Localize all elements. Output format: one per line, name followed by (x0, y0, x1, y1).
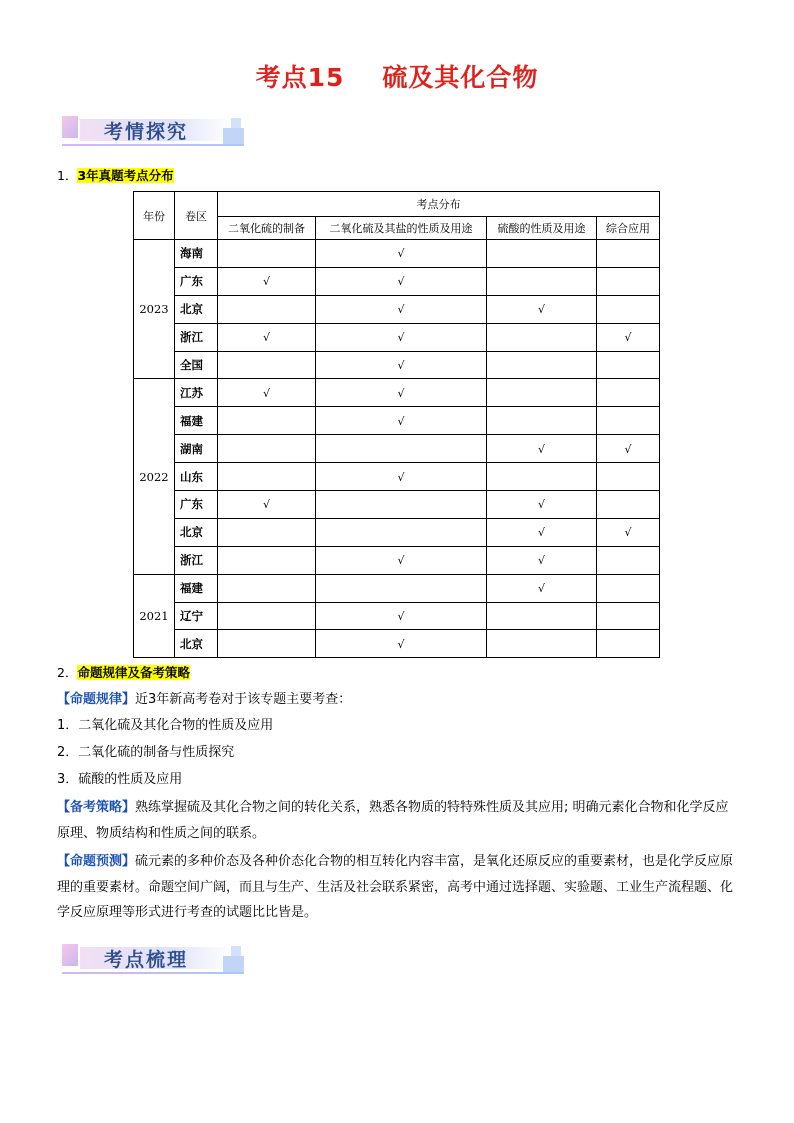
check-cell (487, 602, 597, 630)
zone-cell: 湖南 (175, 435, 218, 463)
year-cell: 2023 (134, 240, 175, 379)
check-cell (218, 267, 316, 295)
check-mark: √ (397, 610, 405, 624)
table-row (134, 546, 660, 574)
zone-cell: 北京 (175, 518, 218, 546)
check-cell (487, 295, 597, 323)
check-cell (218, 602, 316, 630)
check-cell (218, 379, 316, 407)
check-mark: √ (262, 498, 270, 512)
table-row (134, 407, 660, 435)
point-item: 2．二氧化硫的制备与性质探究 (57, 745, 235, 760)
check-cell (597, 435, 660, 463)
table-row (134, 323, 660, 351)
check-cell (316, 267, 487, 295)
check-cell (316, 574, 487, 602)
check-cell (597, 407, 660, 435)
check-cell (316, 491, 487, 519)
check-mark: √ (537, 303, 545, 317)
zone-cell: 北京 (175, 630, 218, 658)
zone-cell: 山东 (175, 463, 218, 491)
table-row (134, 267, 660, 295)
check-cell (487, 267, 597, 295)
check-cell (597, 630, 660, 658)
zone-cell: 广东 (175, 491, 218, 519)
check-mark: √ (397, 637, 405, 651)
check-mark: √ (537, 526, 545, 540)
rule-tag: 【命题规律】 (57, 692, 136, 707)
check-cell (218, 463, 316, 491)
check-mark: √ (397, 414, 405, 428)
check-cell (218, 630, 316, 658)
header-year: 年份 (134, 192, 175, 240)
section-heading-distribution: 1．3年真题考点分布 (57, 168, 174, 183)
check-cell (487, 546, 597, 574)
table-row (134, 630, 660, 658)
page-title-code: 考点15 (255, 63, 345, 92)
section-heading-strategy: 2．命题规律及备考策略 (57, 665, 190, 680)
check-cell (597, 267, 660, 295)
check-cell (316, 407, 487, 435)
point-item: 1．二氧化硫及其化合物的性质及应用 (57, 718, 274, 733)
check-mark: √ (624, 331, 632, 345)
page-title-topic: 硫及其化合物 (382, 63, 539, 92)
check-mark: √ (537, 498, 545, 512)
table-row (134, 295, 660, 323)
check-cell (597, 574, 660, 602)
header-topic-distribution: 考点分布 (218, 192, 660, 217)
check-cell (597, 518, 660, 546)
page-title (0, 58, 794, 94)
check-mark: √ (397, 275, 405, 289)
check-cell (487, 630, 597, 658)
table-row (134, 602, 660, 630)
check-cell (218, 435, 316, 463)
section-banner-exam-analysis (62, 114, 246, 152)
check-mark: √ (537, 582, 545, 596)
check-cell (316, 379, 487, 407)
check-cell (597, 295, 660, 323)
check-cell (316, 602, 487, 630)
strategy-tag: 【备考策略】 (57, 800, 136, 815)
check-cell (218, 518, 316, 546)
check-cell (487, 491, 597, 519)
check-cell (218, 407, 316, 435)
banner-label: 考情探究 (104, 121, 189, 143)
check-cell (487, 435, 597, 463)
subheader-so2-prep: 二氧化硫的制备 (218, 217, 316, 240)
table-row (134, 574, 660, 602)
check-mark: √ (537, 554, 545, 568)
check-cell (316, 323, 487, 351)
check-cell (316, 518, 487, 546)
check-mark: √ (397, 303, 405, 317)
zone-cell: 全国 (175, 351, 218, 379)
check-mark: √ (537, 442, 545, 456)
header-zone: 卷区 (175, 192, 218, 240)
check-cell (218, 574, 316, 602)
check-mark: √ (397, 359, 405, 372)
zone-cell: 北京 (175, 295, 218, 323)
zone-cell: 福建 (175, 407, 218, 435)
check-cell (597, 546, 660, 574)
rule-paragraph: 【命题规律】近3年新高考卷对于该专题主要考查： (57, 692, 352, 707)
check-cell (487, 407, 597, 435)
check-cell (218, 323, 316, 351)
check-cell (487, 463, 597, 491)
exam-distribution-table (133, 191, 660, 658)
check-cell (597, 463, 660, 491)
point-item: 3．硫酸的性质及应用 (57, 772, 183, 787)
check-cell (316, 240, 487, 268)
check-mark: √ (262, 386, 270, 400)
zone-cell: 广东 (175, 267, 218, 295)
check-mark: √ (262, 275, 270, 289)
check-cell (487, 351, 597, 379)
check-cell (597, 379, 660, 407)
table-row (134, 351, 660, 379)
check-cell (487, 240, 597, 268)
year-cell: 2022 (134, 379, 175, 574)
check-cell (218, 295, 316, 323)
check-cell (597, 351, 660, 379)
section-banner-key-points (62, 942, 246, 980)
check-cell (218, 351, 316, 379)
zone-cell: 辽宁 (175, 602, 218, 630)
table-row (134, 379, 660, 407)
zone-cell: 浙江 (175, 323, 218, 351)
check-cell (218, 546, 316, 574)
subheader-so2-properties: 二氧化硫及其盐的性质及用途 (316, 217, 487, 240)
check-cell (316, 351, 487, 379)
check-cell (218, 491, 316, 519)
check-mark: √ (397, 331, 405, 345)
check-cell (316, 435, 487, 463)
check-cell (597, 240, 660, 268)
zone-cell: 福建 (175, 574, 218, 602)
table-row (134, 463, 660, 491)
table-row (134, 435, 660, 463)
zone-cell: 江苏 (175, 379, 218, 407)
check-cell (316, 546, 487, 574)
table-row (134, 491, 660, 519)
table-row (134, 518, 660, 546)
table-row (134, 240, 660, 268)
strategy-paragraph: 【备考策略】熟练掌握硫及其化合物之间的转化关系，熟悉各物质的特特殊性质及其应用; 明确元素化合物和化学反应原理、物质结构和性质之间的联系。 (57, 800, 729, 841)
year-cell: 2021 (134, 574, 175, 658)
check-cell (487, 323, 597, 351)
check-cell (597, 602, 660, 630)
check-cell (316, 463, 487, 491)
check-mark: √ (397, 470, 405, 484)
check-cell (316, 630, 487, 658)
check-mark: √ (624, 442, 632, 456)
check-mark: √ (397, 554, 405, 568)
banner-label: 考点梳理 (104, 949, 189, 971)
check-mark: √ (397, 386, 405, 400)
subheader-sulfuric-acid: 硫酸的性质及用途 (487, 217, 597, 240)
check-cell (597, 323, 660, 351)
zone-cell: 浙江 (175, 546, 218, 574)
subheader-comprehensive: 综合应用 (597, 217, 660, 240)
check-cell (218, 240, 316, 268)
check-mark: √ (262, 331, 270, 345)
check-cell (487, 574, 597, 602)
check-cell (487, 518, 597, 546)
forecast-tag: 【命题预测】 (57, 854, 136, 869)
check-cell (316, 295, 487, 323)
check-mark: √ (624, 526, 632, 540)
check-mark: √ (397, 247, 405, 261)
zone-cell: 海南 (175, 240, 218, 268)
forecast-paragraph: 【命题预测】硫元素的多种价态及各种价态化合物的相互转化内容丰富，是氧化还原反应的重要素材，也是化学反应原理的重要素材。命题空间广阔，而且与生产、生活及社会联系紧密，高考中通过选择题、实验题、工业生产流程题、化学反应原理等形式进行考查的试题比比皆是。 (57, 854, 734, 920)
check-cell (597, 491, 660, 519)
check-cell (487, 379, 597, 407)
